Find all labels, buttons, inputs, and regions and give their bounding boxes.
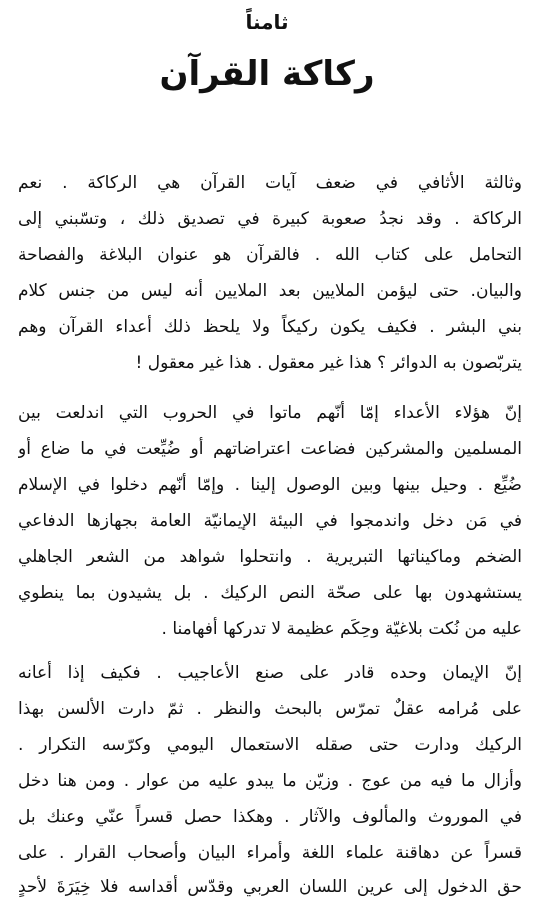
paragraph-line: ضُيِّع . وحيل بينها وبين الوصول إلينا . وإمّا أنّهم دخلوا في الإسلام [18,475,522,495]
paragraph-line: وأزال ما فيه من عوج . وزيّن ما يبدو عليه من عوار . ومن هنا دخل [18,771,522,791]
chapter-label: ثامناً [245,10,289,34]
paragraph-line: الركاكة . وقد نجدُ صعوبة كبيرة في تصديق ذلك ، وتسّبني إلى [18,209,522,229]
paragraph-line: الركيك ودارت حتى صقله الاستعمال اليومي وكرّسه التكرار . [18,735,522,755]
paragraph-line: إنّ الإيمان وحده قادر على صنع الأعاجيب . فكيف إذا أعانه [18,663,522,683]
paragraph-line: في الموروث والمألوف والآثار . وهكذا حصل قسراً عنّي وعنك بل [18,807,522,827]
paragraph-line: يتربّصون به الدوائر ؟ هذا غير معقول . هذا غير معقول ! [135,353,522,373]
paragraph-line: الضخم وماكيناتها التبريرية . وانتحلوا شواهد من الشعر الجاهلي [18,547,522,567]
paragraph-line: التحامل على كتاب الله . فالقرآن هو عنوان البلاغة والفصاحة [18,245,522,265]
paragraph-line: يستشهدون بها على صحّة النص الركيك . بل يشيدون بما ينطوي [18,583,522,603]
paragraph-line: في مَن دخل واندمجوا في البيئة الإيمانيّة العامة بجهازها الدفاعي [18,511,522,531]
paragraph-line: حق الدخول إلى عرين اللسان العربي وقدّس أقداسه فلا خِيَرَةَ لأحدٍ [18,877,522,897]
paragraph-line: وثالثة الأثافي في ضعف آيات القرآن هي الركاكة . نعم [18,173,522,193]
paragraph-line: والبيان. حتى ليؤمن الملايين بعد الملايين أنه ليس من جنس كلام [18,281,522,301]
paragraph-line: بني البشر . فكيف يكون ركيكاً ولا يلحظ ذلك أعداء القرآن وهم [18,317,522,337]
chapter-title: ركاكة القرآن [159,54,375,94]
paragraph-line: على مُرامه عقلٌ تمرّس بالبحث والنظر . ثمّ دارت الألسن بهذا [18,699,522,719]
paragraph-line: إنّ هؤلاء الأعداء إمّا أنّهم ماتوا في الحروب التي اندلعت بين [18,403,522,423]
paragraph-line: المسلمين والمشركين فضاعت اعتراضاتهم أو ضُيِّعت في ما ضاع أو [18,439,522,459]
paragraph-line: قسراً عن دهاقنة علماء اللغة وأمراء البيان وأصحاب القرار . على [18,843,522,863]
paragraph-line: عليه من نُكت بلاغيّة وحِكَم عظيمة لا تدركها أفهامنا . [161,619,522,639]
